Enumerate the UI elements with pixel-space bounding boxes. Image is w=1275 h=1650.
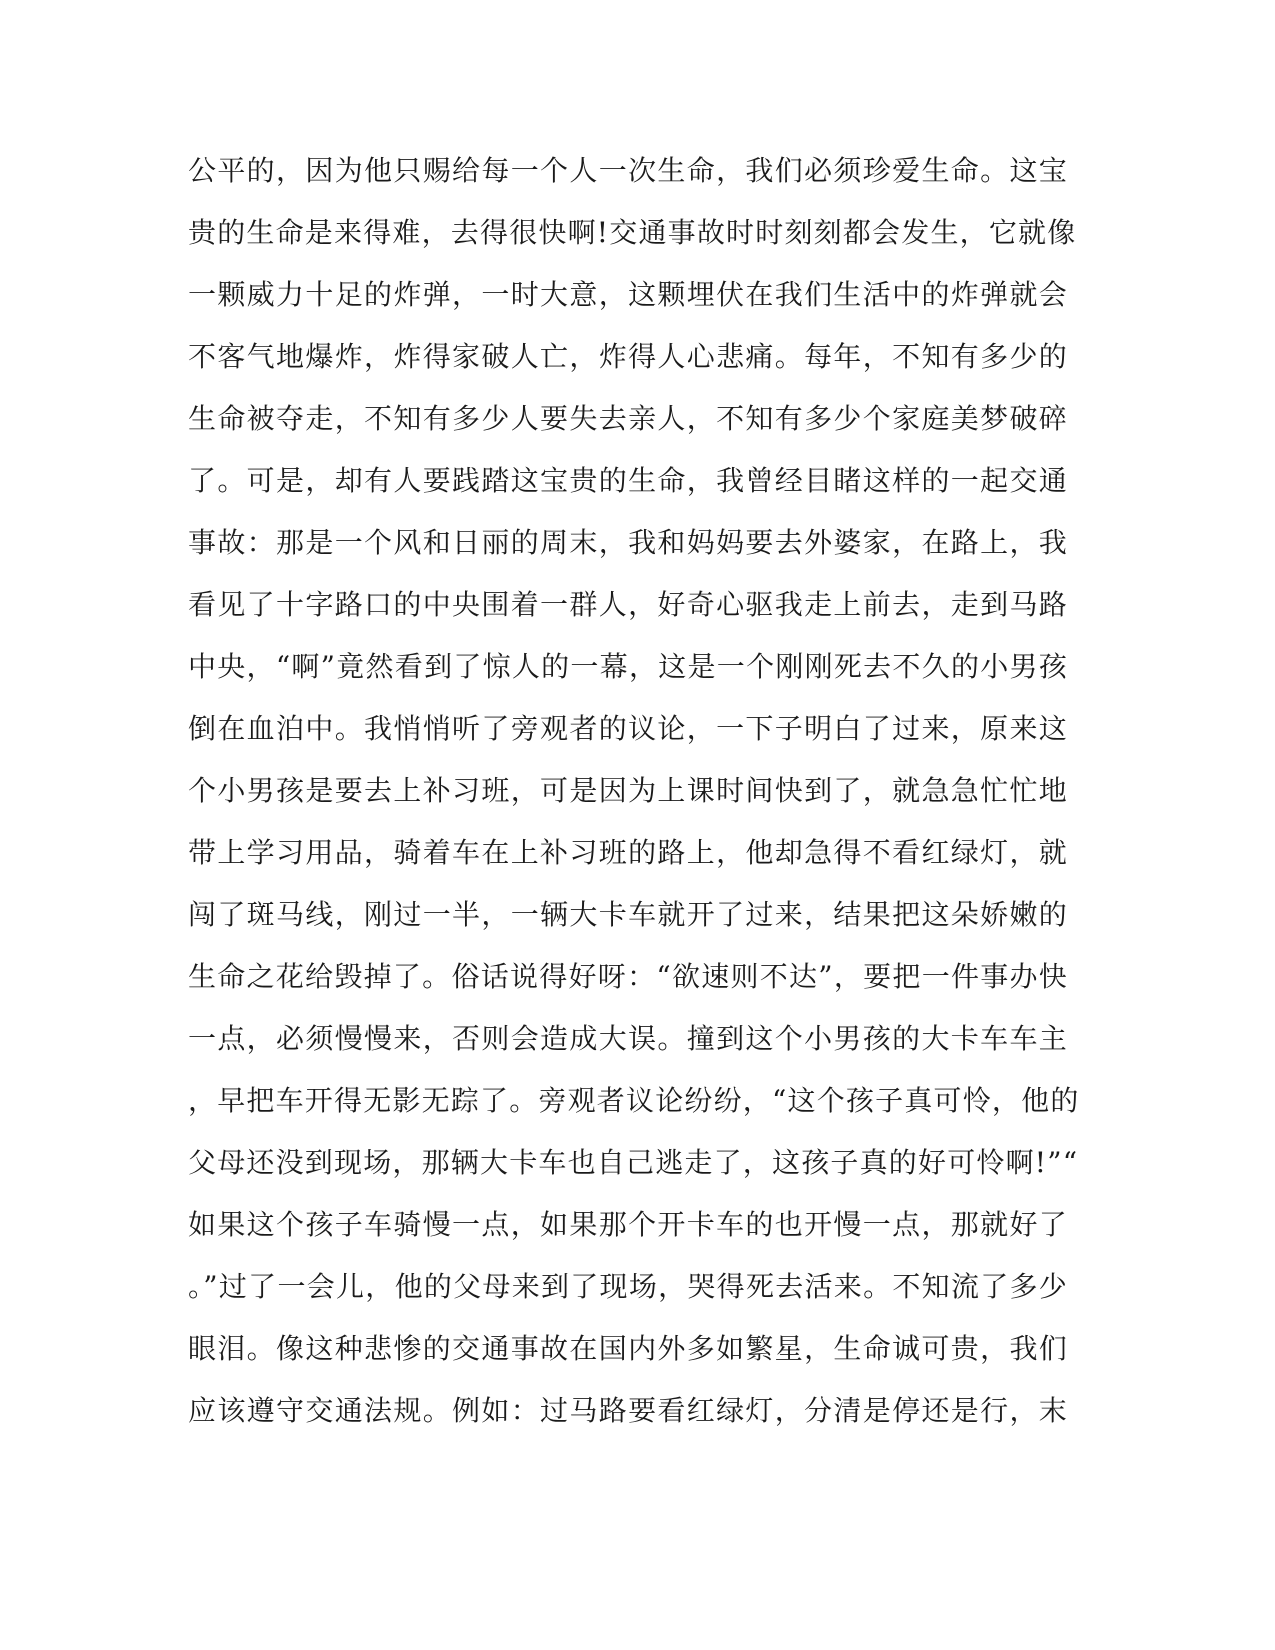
text-line: 眼泪。像这种悲惨的交通事故在国内外多如繁星，生命诚可贵，我们 — [188, 1332, 1068, 1365]
text-line: 如果这个孩子车骑慢一点，如果那个开卡车的也开慢一点，那就好了 — [188, 1208, 1068, 1241]
text-line: 。”过了一会儿，他的父母来到了现场，哭得死去活来。不知流了多少 — [188, 1270, 1068, 1303]
text-line: 闯了斑马线，刚过一半，一辆大卡车就开了过来，结果把这朵娇嫩的 — [188, 898, 1068, 931]
text-line: ，早把车开得无影无踪了。旁观者议论纷纷，“这个孩子真可怜，他的 — [188, 1084, 1080, 1117]
text-line: 生命之花给毁掉了。俗话说得好呀：“欲速则不达”，要把一件事办快 — [188, 960, 1068, 993]
text-line: 应该遵守交通法规。例如：过马路要看红绿灯，分清是停还是行，末 — [188, 1394, 1068, 1427]
text-line: 生命被夺走，不知有多少人要失去亲人，不知有多少个家庭美梦破碎 — [188, 402, 1068, 435]
text-line: 父母还没到现场，那辆大卡车也自己逃走了，这孩子真的好可怜啊!”“ — [188, 1146, 1079, 1179]
text-line: 不客气地爆炸，炸得家破人亡，炸得人心悲痛。每年，不知有多少的 — [188, 340, 1068, 373]
text-line: 倒在血泊中。我悄悄听了旁观者的议论，一下子明白了过来，原来这 — [188, 712, 1068, 745]
text-line: 事故：那是一个风和日丽的周末，我和妈妈要去外婆家，在路上，我 — [188, 526, 1068, 559]
text-line: 一颗威力十足的炸弹，一时大意，这颗埋伏在我们生活中的炸弹就会 — [188, 278, 1068, 311]
text-line: 一点，必须慢慢来，否则会造成大误。撞到这个小男孩的大卡车车主 — [188, 1022, 1068, 1055]
text-line: 公平的，因为他只赐给每一个人一次生命，我们必须珍爱生命。这宝 — [188, 154, 1068, 187]
text-line: 看见了十字路口的中央围着一群人，好奇心驱我走上前去，走到马路 — [188, 588, 1068, 621]
body-text — [188, 140, 1080, 1442]
text-line: 了。可是，却有人要践踏这宝贵的生命，我曾经目睹这样的一起交通 — [188, 464, 1068, 497]
text-line: 中央，“啊”竟然看到了惊人的一幕，这是一个刚刚死去不久的小男孩 — [188, 650, 1068, 683]
text-line: 贵的生命是来得难，去得很快啊!交通事故时时刻刻都会发生，它就像 — [188, 216, 1077, 249]
text-line: 带上学习用品，骑着车在上补习班的路上，他却急得不看红绿灯，就 — [188, 836, 1068, 869]
text-line: 个小男孩是要去上补习班，可是因为上课时间快到了，就急急忙忙地 — [188, 774, 1068, 807]
